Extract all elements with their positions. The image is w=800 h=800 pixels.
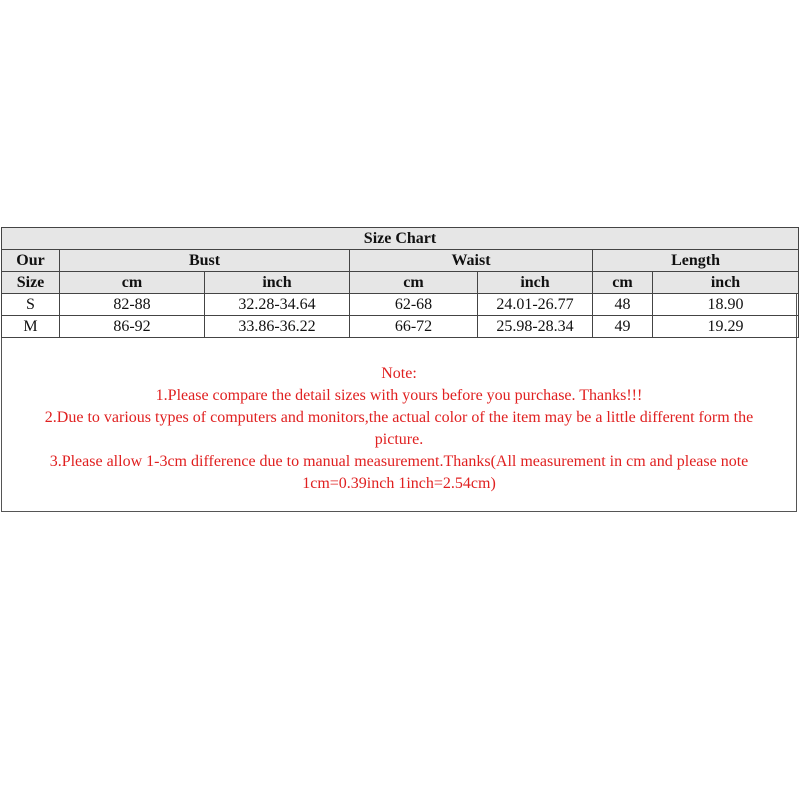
table-title: Size Chart xyxy=(2,228,799,250)
waist-cm-header: cm xyxy=(350,272,478,294)
length-cm-header: cm xyxy=(593,272,653,294)
note-line-1: 1.Please compare the detail sizes with yours before you purchase. Thanks!!! xyxy=(155,387,643,404)
note-line-3b: 1cm=0.39inch 1inch=2.54cm) xyxy=(302,475,496,492)
length-cm-cell: 49 xyxy=(593,316,653,338)
bust-cm-cell: 82-88 xyxy=(60,294,205,316)
unit-header-row xyxy=(2,272,799,294)
bust-cm-header: cm xyxy=(60,272,205,294)
size-cell: M xyxy=(2,316,60,338)
waist-inch-header: inch xyxy=(478,272,593,294)
waist-inch-cell: 25.98-28.34 xyxy=(478,316,593,338)
waist-cm-cell: 66-72 xyxy=(350,316,478,338)
size-chart-table xyxy=(1,227,799,338)
table-row xyxy=(2,294,799,316)
length-inch-cell: 19.29 xyxy=(653,316,799,338)
bust-inch-cell: 33.86-36.22 xyxy=(205,316,350,338)
size-cell: S xyxy=(2,294,60,316)
bust-inch-cell: 32.28-34.64 xyxy=(205,294,350,316)
bust-header: Bust xyxy=(60,250,350,272)
note-heading: Note: xyxy=(381,365,417,382)
bust-cm-cell: 86-92 xyxy=(60,316,205,338)
note-line-3a: 3.Please allow 1-3cm difference due to manual measurement.Thanks(All measurement in cm and please note xyxy=(49,453,749,470)
note-line-2a: 2.Due to various types of computers and monitors,the actual color of the item may be a little different form the xyxy=(44,409,754,426)
table-row xyxy=(2,316,799,338)
waist-inch-cell: 24.01-26.77 xyxy=(478,294,593,316)
length-header: Length xyxy=(593,250,799,272)
note-line-2b: picture. xyxy=(374,431,424,448)
size-note xyxy=(2,363,796,495)
bust-inch-header: inch xyxy=(205,272,350,294)
our-size-header-line1: Our xyxy=(2,250,60,272)
length-cm-cell: 48 xyxy=(593,294,653,316)
group-header-row xyxy=(2,250,799,272)
our-size-header-line2: Size xyxy=(2,272,60,294)
waist-cm-cell: 62-68 xyxy=(350,294,478,316)
length-inch-header: inch xyxy=(653,272,799,294)
length-inch-cell: 18.90 xyxy=(653,294,799,316)
table-title-row xyxy=(2,228,799,250)
waist-header: Waist xyxy=(350,250,593,272)
